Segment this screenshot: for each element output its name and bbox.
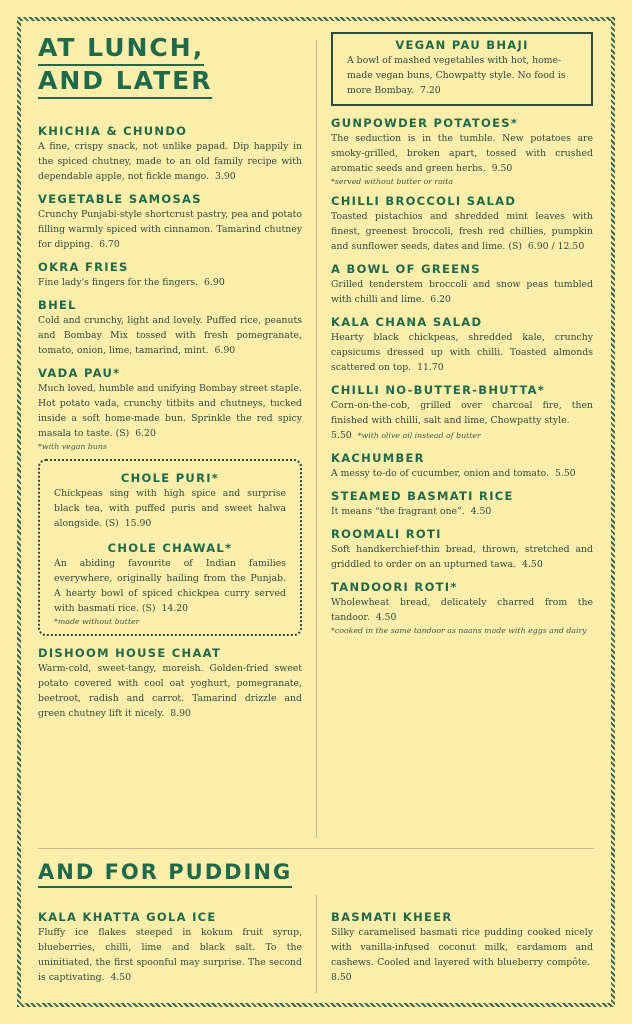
menu-item: A BOWL OF GREENS Grilled tenderstem broccoli and snow peas tumbled with chilli and lime. 6.20 (331, 262, 593, 305)
menu-item: CHILLI NO-BUTTER-BHUTTA* Corn-on-the-cob, grilled over charcoal fire, then finished with chilli, salt and lime, Chowpatty style. 5.50 *with olive oil instead of butter (331, 383, 593, 441)
price: 4.50 (375, 612, 397, 623)
featured-box (38, 459, 302, 636)
item-note: *cooked in the same tandoor as naans made with eggs and dairy (331, 626, 587, 635)
pudding-right (331, 910, 593, 993)
price: 6.20 (135, 428, 156, 439)
menu-item: STEAMED BASMATI RICE It means “the fragrant one”. 4.50 (331, 489, 514, 517)
price: 4.50 (470, 506, 492, 517)
price: 5.50 (331, 430, 352, 441)
menu-item: ROOMALI ROTI Soft handkerchief-thin bread, thrown, stretched and griddled to order on an upturned tawa. 4.50 (331, 527, 593, 570)
price: 6.20 (430, 294, 451, 305)
price: 8.90 (170, 708, 191, 719)
menu-item: CHOLE PURI* Chickpeas sing with high spice and surprise black tea, with puffed puris and sweet halwa alongside. (S) 15.90 (54, 471, 286, 529)
price: 8.50 (331, 972, 352, 983)
pudding-section-title: AND FOR PUDDING (38, 860, 292, 888)
menu-item: KALA KHATTA GOLA ICE Fluffy ice flakes steeped in kokum fruit syrup, blueberries, chilli, lime and black salt. To the uninitiated, the first spoonful may surprise. The second is captivating. 4.50 (38, 910, 302, 983)
column-divider (316, 895, 317, 993)
price: 15.90 (124, 518, 152, 529)
price: 5.50 (554, 468, 576, 479)
price: 3.90 (214, 171, 236, 182)
item-note: *made without butter (54, 617, 140, 626)
menu-item: DISHOOM HOUSE CHAAT Warm-cold, sweet-tangy, moreish. Golden-fried sweet potato covered with cool oat yoghurt, pomegranate, beetroot, radish and carrot. Tamarind drizzle and green chutney lift it nicely. 8.90 (38, 646, 302, 719)
menu-item: VADA PAU* Much loved, humble and unifying Bombay street staple. Hot potato vada, crunchy titbits and chutneys, tucked inside a soft home-made bun. Sprinkle the red spicy masala to taste. (S) 6.20 *with vegan buns (38, 366, 302, 451)
menu-item: GUNPOWDER POTATOES* The seduction is in the tumble. New potatoes are smoky-grilled, broken apart, tossed with crushed aromatic seeds and green herbs. 9.50 *served without butter or raita (331, 116, 593, 186)
price: 9.50 (491, 163, 513, 174)
price: 6.90 (204, 277, 225, 288)
price: 4.50 (110, 972, 132, 983)
menu-item: CHOLE CHAWAL* An abiding favourite of Indian families everywhere, originally hailing from the Punjab. A hearty bowl of spiced chickpea curry served with basmati rice. (S) 14.20 *made without butter (54, 541, 286, 626)
price: 6.70 (99, 239, 120, 250)
price: 7.20 (419, 85, 441, 96)
price: 6.90 (214, 345, 236, 356)
menu-item: CHILLI BROCCOLI SALAD Toasted pistachios and shredded mint leaves with finest, greenest broccoli, fresh red chillies, pumpkin and sunflower seeds, dates and lime. (S) 6.90 / 12.50 (331, 194, 593, 252)
menu-item: VEGETABLE SAMOSAS Crunchy Punjabi-style shortcrust pastry, pea and potato filling warmly spiced with cinnamon. Tamarind chutney for dipping. 6.70 (38, 192, 302, 250)
lunch-section-title: AT LUNCH, AND LATER (38, 33, 212, 99)
vegan-box: VEGAN PAU BHAJI A bowl of mashed vegetables with hot, home-made vegan buns, Chowpatty style. No food is more Bombay. 7.20 (331, 32, 593, 106)
price: 14.20 (161, 603, 189, 614)
menu-item: OKRA FRIES Fine lady's fingers for the fingers. 6.90 (38, 260, 225, 288)
pudding-left (38, 910, 302, 993)
menu-item: BHEL Cold and crunchy, light and lovely. Puffed rice, peanuts and Bombay Mix tossed with fresh pomegranate, tomato, onion, lime, tamarind, mint. 6.90 (38, 298, 302, 356)
item-note: *served without butter or raita (331, 177, 454, 186)
column-divider (316, 40, 317, 838)
price: 6.90 / 12.50 (527, 241, 585, 252)
item-note: *with olive oil instead of butter (357, 431, 481, 440)
item-note: *with vegan buns (38, 442, 107, 451)
section-divider (38, 848, 594, 849)
menu-item: TANDOORI ROTI* Wholewheat bread, delicately charred from the tandoor. 4.50 *cooked in the same tandoor as naans made with eggs and dairy (331, 580, 593, 635)
menu-item: KHICHIA & CHUNDO A fine, crispy snack, not unlike papad. Dip happily in the spiced chutney, made to an old family recipe with dependable apple, not fickle mango. 3.90 (38, 124, 302, 182)
left-column (38, 124, 302, 729)
price: 4.50 (522, 559, 543, 570)
right-column (331, 38, 593, 643)
price: 11.70 (417, 362, 444, 373)
menu-item: KACHUMBER A messy to-do of cucumber, onion and tomato. 5.50 (331, 451, 576, 479)
menu-item: BASMATI KHEER Silky caramelised basmati rice pudding cooked nicely with vanilla-infused coconut milk, cardamom and cashews. Cooled and layered with blueberry compôte. 8.50 (331, 910, 593, 983)
menu-item: KALA CHANA SALAD Hearty black chickpeas, shredded kale, crunchy capsicums dressed up with chilli. Toasted almonds scattered on top. 11.70 (331, 315, 593, 373)
